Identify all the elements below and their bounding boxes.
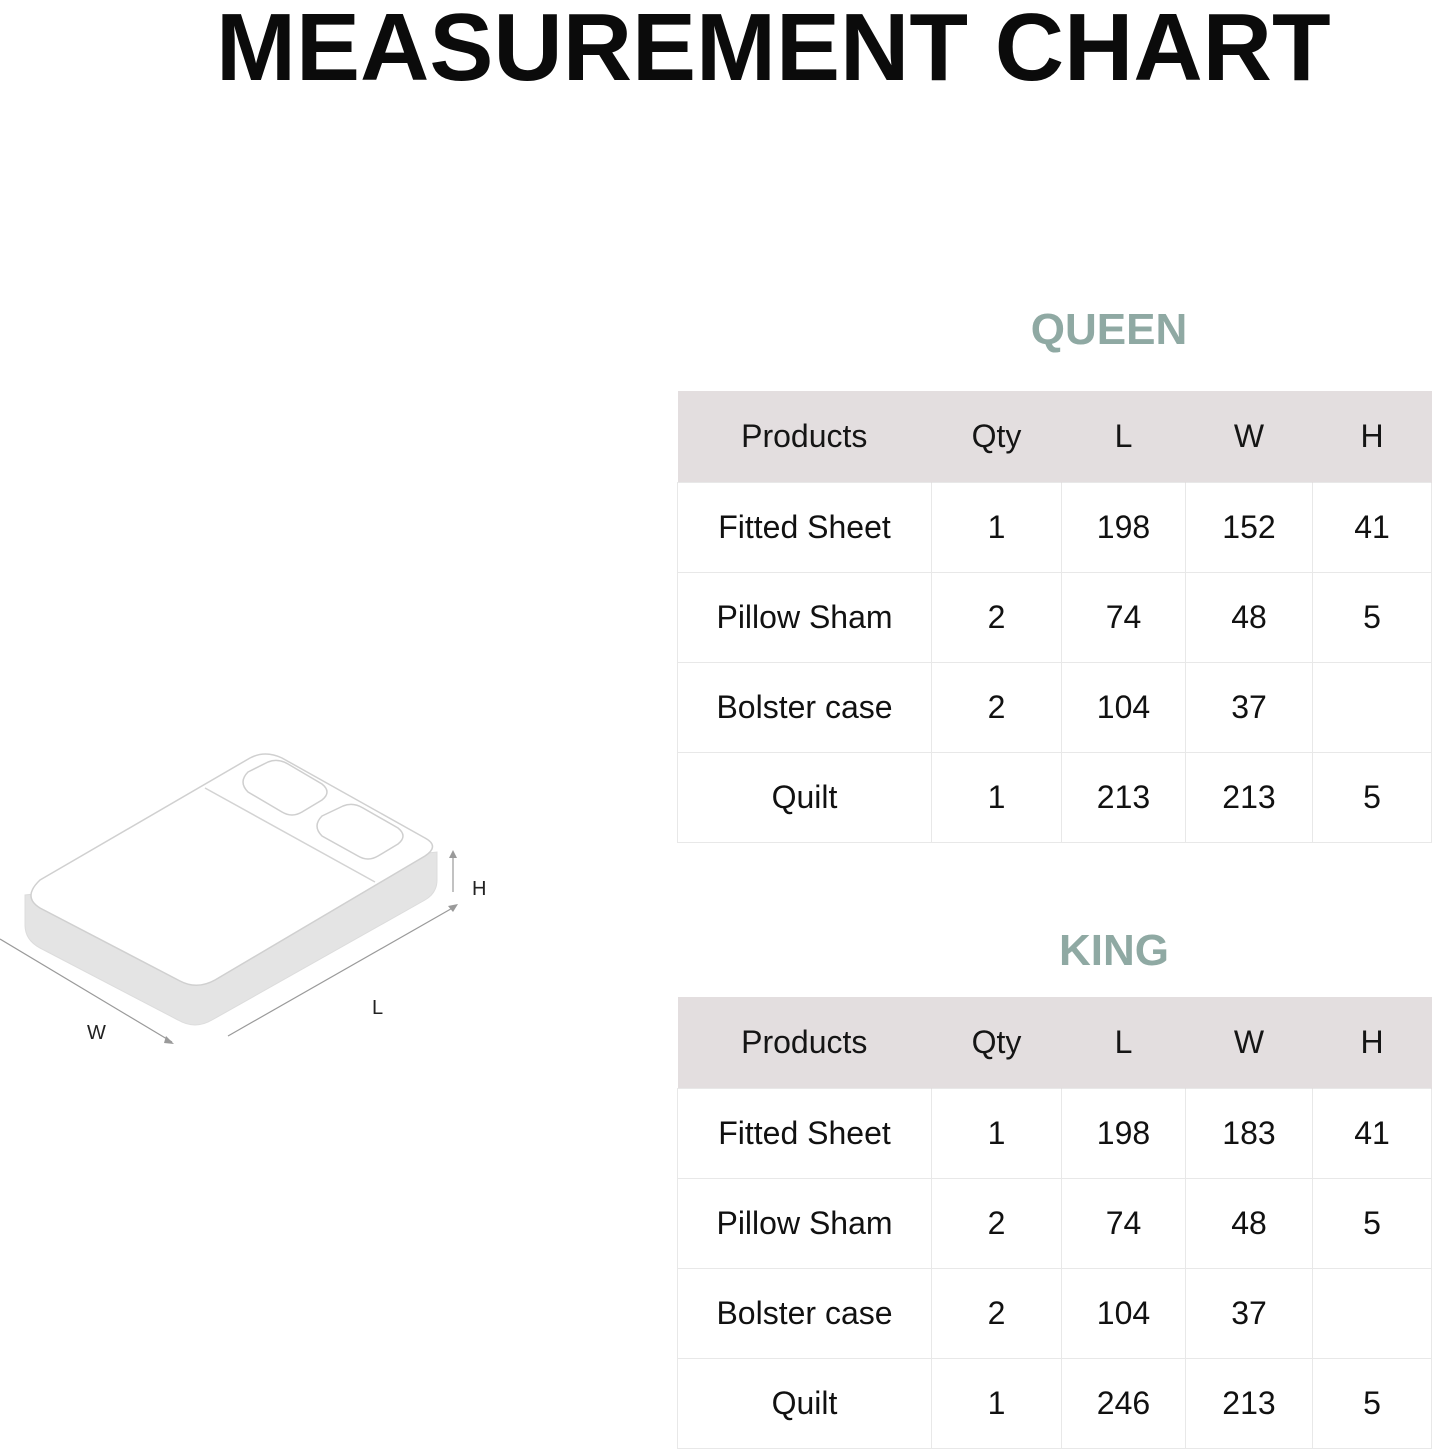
height-cell: 5 <box>1313 573 1432 663</box>
height-cell: 41 <box>1313 1089 1432 1179</box>
length-cell: 104 <box>1062 663 1186 753</box>
qty-cell: 2 <box>932 1179 1062 1269</box>
width-cell: 183 <box>1186 1089 1313 1179</box>
height-cell <box>1313 1269 1432 1359</box>
header-qty: Qty <box>932 391 1062 483</box>
width-cell: 48 <box>1186 573 1313 663</box>
page-title: MEASUREMENT CHART <box>216 0 1331 101</box>
width-label: W <box>87 1022 106 1044</box>
product-name: Pillow Sham <box>678 573 932 663</box>
width-cell: 48 <box>1186 1179 1313 1269</box>
height-arrow-head <box>449 850 457 858</box>
width-cell: 213 <box>1186 1359 1313 1449</box>
length-cell: 198 <box>1062 1089 1186 1179</box>
king-heading: KING <box>1059 926 1169 975</box>
width-cell: 213 <box>1186 753 1313 843</box>
height-cell: 5 <box>1313 1359 1432 1449</box>
width-cell: 152 <box>1186 483 1313 573</box>
length-cell: 74 <box>1062 1179 1186 1269</box>
height-cell: 41 <box>1313 483 1432 573</box>
width-arrow-head <box>164 1036 174 1044</box>
length-cell: 213 <box>1062 753 1186 843</box>
bed-dimension-diagram <box>0 740 500 1060</box>
height-cell <box>1313 663 1432 753</box>
qty-cell: 1 <box>932 753 1062 843</box>
header-products: Products <box>678 997 932 1089</box>
qty-cell: 1 <box>932 1089 1062 1179</box>
length-label: L <box>372 997 384 1019</box>
width-cell: 37 <box>1186 663 1313 753</box>
height-cell: 5 <box>1313 1179 1432 1269</box>
table-row <box>678 663 1432 753</box>
length-cell: 104 <box>1062 1269 1186 1359</box>
product-name: Fitted Sheet <box>678 483 932 573</box>
table-row <box>678 483 1432 573</box>
queen-size-table <box>677 391 1432 843</box>
qty-cell: 2 <box>932 1269 1062 1359</box>
height-cell: 5 <box>1313 753 1432 843</box>
height-label: H <box>472 878 487 900</box>
qty-cell: 2 <box>932 663 1062 753</box>
table-row <box>678 1089 1432 1179</box>
king-size-table <box>677 997 1432 1449</box>
header-width: W <box>1186 391 1313 483</box>
product-name: Bolster case <box>678 663 932 753</box>
table-row <box>678 753 1432 843</box>
table-row <box>678 1359 1432 1449</box>
header-qty: Qty <box>932 997 1062 1089</box>
length-arrow-head <box>448 904 458 912</box>
qty-cell: 2 <box>932 573 1062 663</box>
product-name: Pillow Sham <box>678 1179 932 1269</box>
header-height: H <box>1313 391 1432 483</box>
queen-heading: QUEEN <box>1030 305 1188 354</box>
header-products: Products <box>678 391 932 483</box>
table-header-row <box>678 391 1432 483</box>
length-cell: 74 <box>1062 573 1186 663</box>
header-width: W <box>1186 997 1313 1089</box>
header-height: H <box>1313 997 1432 1089</box>
product-name: Quilt <box>678 753 932 843</box>
qty-cell: 1 <box>932 1359 1062 1449</box>
product-name: Quilt <box>678 1359 932 1449</box>
header-length: L <box>1062 997 1186 1089</box>
table-row <box>678 1269 1432 1359</box>
length-cell: 198 <box>1062 483 1186 573</box>
table-row <box>678 573 1432 663</box>
table-header-row <box>678 997 1432 1089</box>
header-length: L <box>1062 391 1186 483</box>
product-name: Bolster case <box>678 1269 932 1359</box>
qty-cell: 1 <box>932 483 1062 573</box>
length-cell: 246 <box>1062 1359 1186 1449</box>
table-row <box>678 1179 1432 1269</box>
width-cell: 37 <box>1186 1269 1313 1359</box>
product-name: Fitted Sheet <box>678 1089 932 1179</box>
